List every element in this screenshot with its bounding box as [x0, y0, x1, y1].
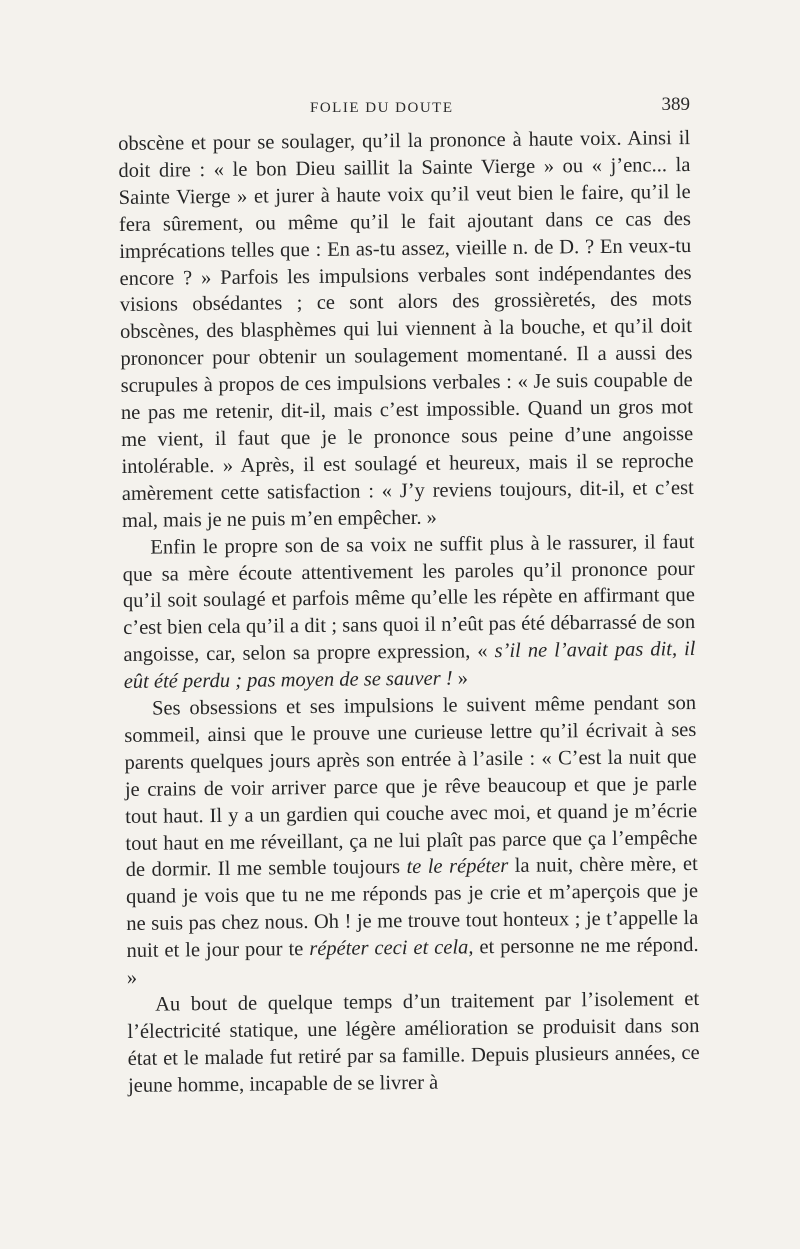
- paragraph-text: Enfin le propre son de sa voix ne suffit plus à le rassurer, il faut que sa mère écoute attentivement les paroles qu’il prononce pour qu’il soit soulagé et parfois même qu’elle les répète en affirmant que c’est bien cela qu’il a dit ; sans quoi il n’eût pas été débarrassé de son angoisse, car, selon sa propre expression, «: [122, 530, 696, 667]
- paragraph-text: et personne ne me répond. »: [126, 934, 699, 990]
- paragraph-text: Ses obsessions et ses impulsions le suivent même pendant son sommeil, ainsi que le prouve une curieuse lettre qu’il écrivait à ses parents quelques jours après son entrée à l’asile : « C’est la nuit que je crains de voir arriver parce que je rêve beaucoup et que je parle tout haut. Il y a un gardien qui couche avec moi, et quand je m’écrie tout haut en me réveillant, ça ne lui plaît pas parce que ça l’empêche de dormir. Il me semble toujours: [124, 692, 698, 882]
- paragraph-text: obscène et pour se soulager, qu’il la prononce à haute voix. Ainsi il doit dire : « le bon Dieu saillit la Sainte Vierge » ou « j’enc... la Sainte Vierge » et jurer à haute voix qu’il veut bien le faire, qu’il le fera sûrement, ou même qu’il le fait ajoutant dans ce cas des imprécations telles que : En as-tu assez, vieille n. de D. ? En veux-tu encore ? » Parfois les impulsions verbales sont indépendantes des visions obsédantes ; ce sont alors des grossièretés, des mots obscènes, des blasphèmes qui lui viennent à la bouche, et qu’il doit prononcer pour obtenir un soulagement momentané. Il a aussi des scrupules à propos de ces impulsions verbales : « Je suis coupable de ne pas me retenir, dit-il, mais c’est impossible. Quand un gros mot me vient, il faut que je le prononce sous peine d’une angoisse intolérable. » Après, il est soulagé et heureux, mais il se reproche amèrement cette satisfaction : « J’y reviens toujours, dit-il, et c’est mal, mais je ne puis m’en empêcher. »: [118, 127, 694, 532]
- italic-phrase: te le répéter: [406, 855, 509, 879]
- paragraph-text: Au bout de quelque temps d’un traitement par l’isolement et l’électricité statique, une légère amélioration se produisit dans son état et le malade fut retiré par sa famille. Depuis plusieurs années, ce jeune homme, incapable de se livrer à: [127, 987, 700, 1097]
- paragraph-text: »: [452, 667, 469, 690]
- paragraph: [118, 125, 694, 535]
- body-text: [118, 125, 700, 1100]
- running-title: FOLIE DU DOUTE: [310, 100, 454, 116]
- running-header: [110, 94, 690, 124]
- italic-phrase: répéter ceci et cela,: [309, 936, 474, 961]
- paragraph: [122, 529, 696, 696]
- italic-quote: s’il ne l’avait pas dit, il eût été perdu ; pas moyen de se sauver !: [123, 638, 696, 694]
- paragraph: [124, 690, 699, 992]
- paragraph: [127, 986, 700, 1100]
- paragraph-text: la nuit, chère mère, et quand je vois que tu ne me réponds pas je crie et m’aperçois que je ne suis pas chez nous. Oh ! je me trouve tout honteux ; je t’appelle la nuit et le jour pour te: [125, 853, 699, 963]
- page-number: 389: [661, 94, 690, 115]
